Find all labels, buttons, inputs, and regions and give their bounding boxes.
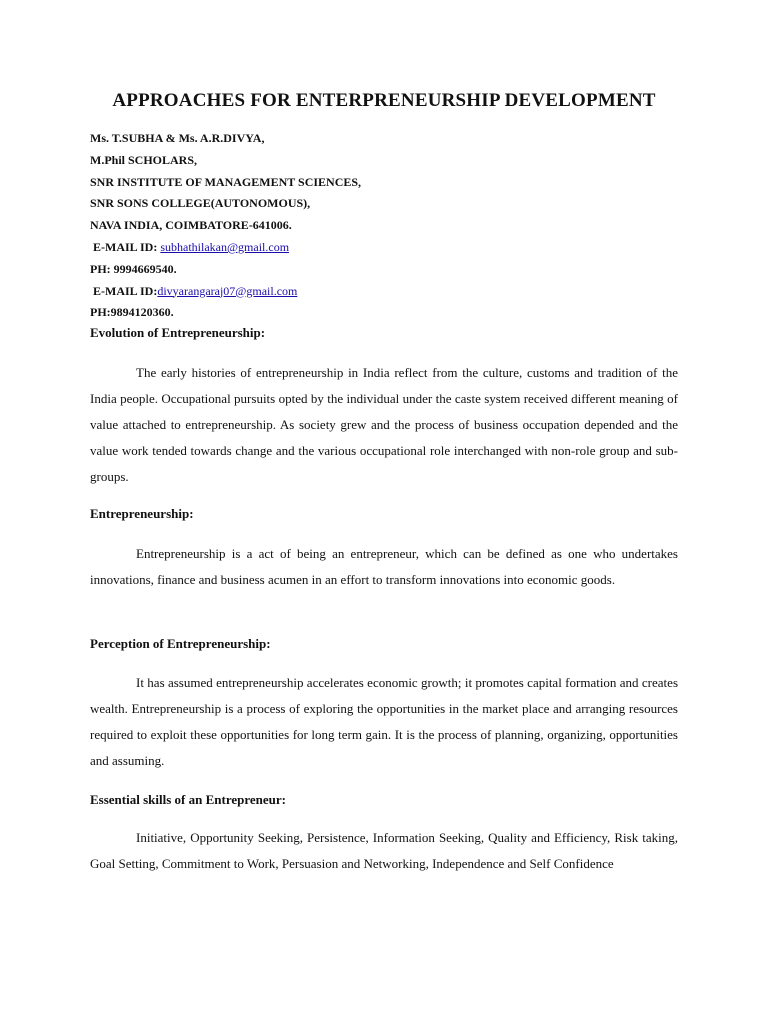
email-link-1[interactable]: subhathilakan@gmail.com — [160, 239, 290, 254]
author-degree: M.Phil SCHOLARS, — [90, 152, 198, 167]
section-body-entrepreneurship: Entrepreneurship is a act of being an entrepreneur, which can be defined as one who undertakes innovations, finance and business acumen in an effort to transform innovations into economic goods. — [90, 546, 678, 587]
section-body-skills: Initiative, Opportunity Seeking, Persistence, Information Seeking, Quality and Efficiency, Risk taking, Goal Setting, Commitment to Work, Persuasion and Networking, Independence and Self Confidence — [90, 830, 678, 871]
section-heading-entrepreneurship: Entrepreneurship: — [90, 506, 194, 521]
email-label-2: E-MAIL ID: — [93, 283, 158, 298]
section-heading-skills: Essential skills of an Entrepreneur: — [90, 792, 286, 807]
section-heading-evolution: Evolution of Entrepreneurship: — [90, 325, 266, 340]
phone-line-1: PH: 9994669540. — [90, 261, 177, 276]
phone-line-2: PH:9894120360. — [90, 305, 174, 320]
section-body-evolution: The early histories of entrepreneurship in India reflect from the culture, customs and tradition of the India people. Occupational pursuits opted by the individual under the caste system received different meaning of value attached to entrepreneurship. As society grew and the process of business occupation depended and the value work tended towards change and the various occupational role interchanged with non-role group and sub-groups. — [90, 365, 678, 484]
author-institute: SNR INSTITUTE OF MANAGEMENT SCIENCES, — [90, 174, 362, 189]
author-address: NAVA INDIA, COIMBATORE-641006. — [90, 218, 292, 233]
section-heading-perception: Perception of Entrepreneurship: — [90, 636, 271, 651]
email-label-1: E-MAIL ID: — [93, 239, 161, 254]
email-link-2[interactable]: divyarangaraj07@gmail.com — [157, 283, 298, 298]
email-line-2 — [90, 281, 361, 303]
author-block — [90, 128, 361, 324]
section-body-perception: It has assumed entrepreneurship accelerates economic growth; it promotes capital formation and creates wealth. Entrepreneurship is a process of exploring the opportunities in the market place and arranging resources required to exploit these opportunities for long term gain. It is the process of planning, organizing, opportunities and assuming. — [90, 675, 678, 768]
document-title: APPROACHES FOR ENTERPRENEURSHIP DEVELOPMENT — [112, 90, 656, 111]
author-college: SNR SONS COLLEGE(AUTONOMOUS), — [90, 196, 311, 211]
author-names: Ms. T.SUBHA & Ms. A.R.DIVYA, — [90, 131, 265, 145]
email-line-1 — [90, 237, 361, 259]
